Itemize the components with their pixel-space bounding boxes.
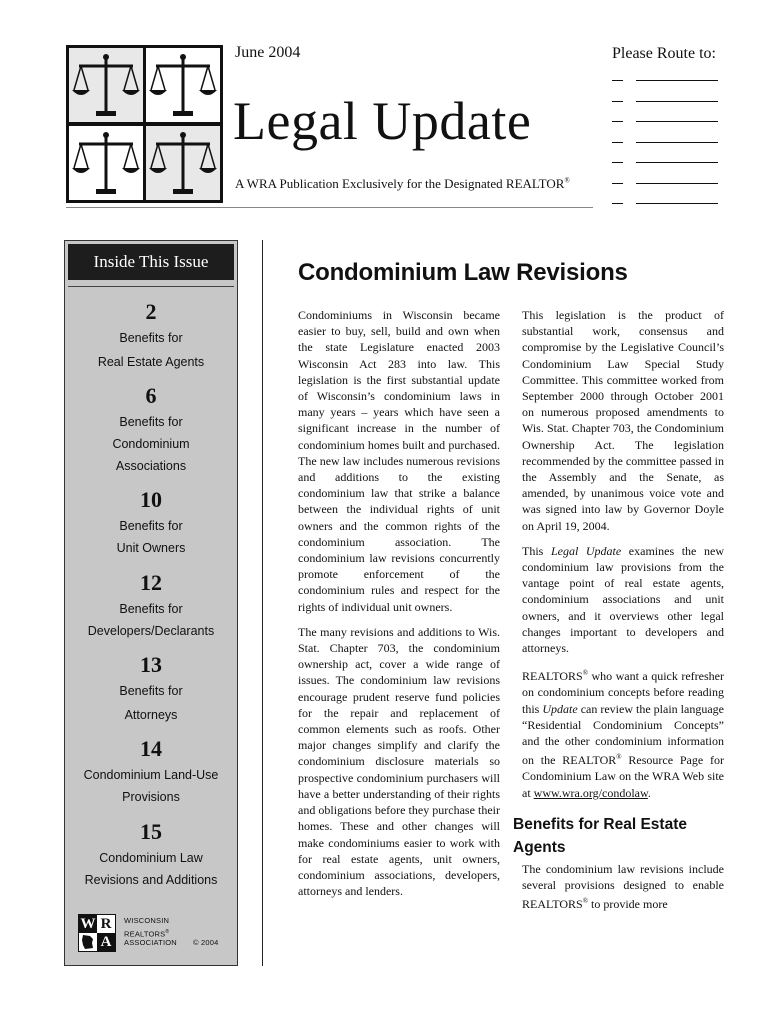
toc-label: Unit Owners (116, 541, 186, 555)
wra-letter: W (80, 916, 96, 932)
route-line (612, 121, 718, 122)
toc-label: Benefits for (119, 684, 183, 698)
toc-label: Associations (115, 459, 187, 473)
text-run: Legal Update (550, 543, 622, 558)
wra-name: WISCONSIN (124, 916, 170, 925)
wra-letter: A (100, 934, 112, 950)
header-divider (66, 207, 593, 208)
scales-of-justice-icon (146, 48, 220, 122)
copyright: © 2004 (193, 938, 219, 947)
route-line (612, 203, 718, 204)
toc-page-number: 12 (140, 570, 162, 595)
article-paragraph: Condominiums in Wisconsin became easier to buy, sell, build and own when the state Legislature enacted 2003 Wisconsin Act 283 into law. This legislation is the first substantial update of Wisconsin’s condominium laws in many years – years which have seen a significant increase in the number of condominium homes built and purchased. The new law includes numerous revisions and additions to the existing condominium law that strike a balance between the individual rights of unit owners and the common rights of the condominium association. The condominium law revisions concurrently promote enforcement of the condominium rules and respect for the rights of individual unit owners. (298, 308, 500, 614)
toc-label: Benefits for (119, 602, 183, 616)
registered-mark: ® (165, 929, 170, 935)
article-paragraph (522, 665, 724, 801)
publication-logo (66, 45, 223, 203)
text-run: examines the new condominium law provisions from the vantage point of real estate agents, condominium associations and unit owners, and it overviews other legal changes important to developers and attorneys. (522, 543, 724, 656)
sidebar-heading: Inside This Issue (68, 244, 234, 280)
toc-label: Condominium Law (99, 851, 203, 865)
text-run: Update (542, 701, 578, 716)
article-paragraph (522, 543, 724, 656)
text-run: This (522, 543, 551, 558)
registered-mark: ® (616, 753, 622, 762)
article-paragraph: The many revisions and additions to Wis. Stat. Chapter 703, the condominium ownership act, cover a wide range of issues. The condominium law revisions encourage prudent reserve fund policies for the repair and replacement of common elements such as roofs. Other major changes simplify and clarify the condominium disclosure materials so prospective condominium purchasers will have a better understanding of their rights and obligations before they purchase their homes. These and other changes will make condominiums easier to work with for real estate agents, unit owners, condominium associations, developers, attorneys and lenders. (298, 624, 500, 899)
toc-label: Condominium (112, 437, 190, 451)
text-run: Resource Page for Condominium Law on the WRA Web site at (522, 753, 725, 800)
article-column-left (298, 307, 500, 908)
wra-name: ASSOCIATION (124, 938, 177, 947)
text-run: REALTORS (522, 669, 583, 684)
toc-label: Benefits for (119, 415, 183, 429)
registered-mark: ® (564, 176, 570, 185)
toc-item (65, 653, 237, 726)
text-run: can review the plain language “Residential Condominium Concepts” and the other condominium information on the REALTOR (522, 701, 724, 768)
toc-page-number: 14 (140, 736, 162, 761)
toc-item (65, 571, 237, 642)
tagline-text: A WRA Publication Exclusively for the Designated REALTOR (235, 176, 565, 191)
toc-label: Real Estate Agents (97, 355, 205, 369)
registered-mark: ® (582, 897, 589, 906)
toc-label: Benefits for (119, 519, 183, 533)
sidebar-divider (68, 286, 234, 287)
masthead-title: Legal Update (233, 91, 532, 151)
wra-name-text: REALTORS (124, 929, 166, 939)
toc-item (65, 488, 237, 559)
route-line (612, 183, 718, 184)
scales-of-justice-icon (146, 126, 220, 200)
toc-page-number: 2 (145, 299, 157, 324)
toc-item (65, 820, 237, 891)
sidebar-inside-this-issue (64, 240, 238, 966)
route-line (612, 101, 718, 102)
route-line (612, 80, 718, 81)
toc-page-number: 6 (145, 383, 157, 408)
toc-item (65, 737, 237, 808)
tagline (235, 176, 570, 192)
route-line (612, 162, 718, 163)
column-divider (262, 240, 263, 966)
text-run: . (647, 785, 651, 800)
text-run: The condominium law revisions include several provisions designed to enable REALTORS (522, 861, 724, 912)
article-title: Condominium Law Revisions (298, 259, 628, 286)
toc-item (65, 384, 237, 477)
scales-of-justice-icon (69, 48, 143, 122)
toc-label: Developers/Declarants (87, 624, 215, 638)
wra-letter: R (97, 915, 115, 933)
toc-label: Attorneys (124, 708, 178, 722)
section-subheading: Benefits for Real Estate Agents (513, 815, 687, 856)
article-column-right (513, 307, 725, 922)
issue-date: June 2004 (235, 44, 301, 61)
text-run: who want a quick refresher on condominium concepts before reading this (522, 669, 724, 716)
route-label: Please Route to: (612, 45, 716, 62)
toc-page-number: 10 (140, 487, 162, 512)
text-run: to provide more (588, 897, 668, 912)
registered-mark: ® (582, 669, 589, 678)
article-paragraph (522, 861, 724, 913)
toc-label: Benefits for (119, 331, 183, 345)
wisconsin-map-icon (79, 933, 97, 951)
toc-label: Provisions (122, 790, 180, 804)
wra-logo (78, 914, 116, 952)
article-paragraph: This legislation is the product of substantial work, consensus and compromise by the Legislative Council’s Condominium Law Special Study Committee. This committee worked from September 2000 through October 2001 on numerous proposed amendments to Wis. Stat. Chapter 703, the Condominium Ownership Act. The legislation recommended by the committee passed in the Assembly and the Senate, as amended, by unanimous voice vote and was signed into law by Governor Doyle on April 19, 2004. (522, 308, 724, 533)
toc-item (65, 300, 237, 373)
scales-of-justice-icon (69, 126, 143, 200)
toc-page-number: 15 (140, 819, 162, 844)
toc-label: Condominium Land-Use (83, 768, 219, 782)
route-line (612, 142, 718, 143)
toc-label: Revisions and Additions (84, 873, 218, 887)
wra-condolaw-link[interactable]: www.wra.org/condolaw (533, 785, 648, 800)
toc-page-number: 13 (140, 652, 162, 677)
